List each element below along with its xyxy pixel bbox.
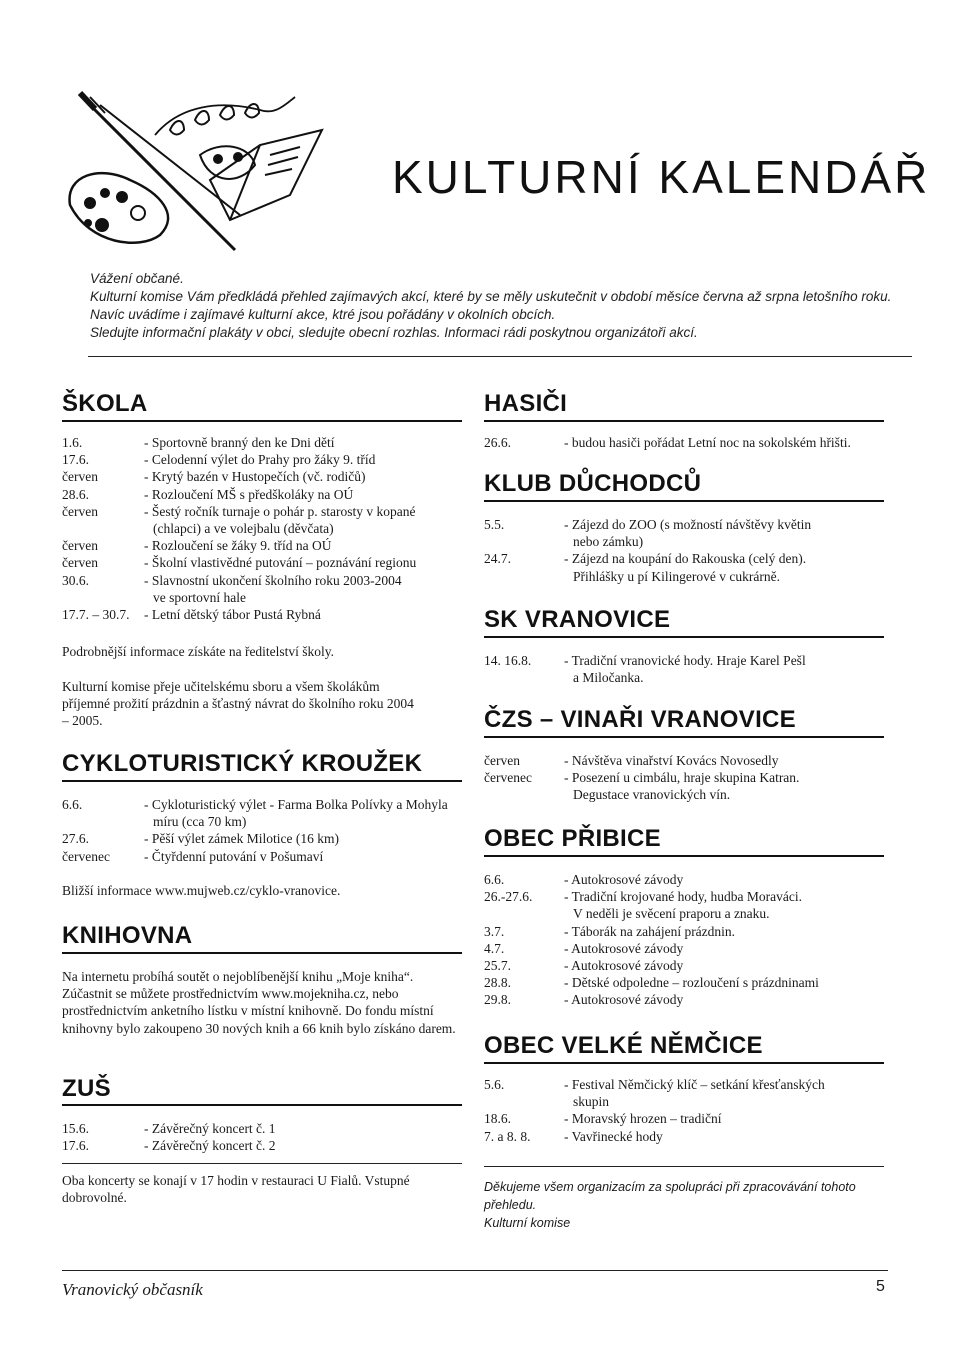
list-item: červen - Návštěva vinařství Kovács Novosedly xyxy=(484,753,779,768)
intro-divider xyxy=(88,356,912,357)
list-item: (chlapci) a ve volejbalu (děvčata) xyxy=(153,521,334,537)
thanks-line: přehledu. xyxy=(484,1198,537,1212)
list-item: ve sportovní hale xyxy=(153,589,246,605)
list-item: 26.-27.6. - Tradiční krojované hody, hudba Moraváci. xyxy=(484,889,802,905)
list-item: 7. a 8. 8. - Vavřinecké hody xyxy=(484,1128,663,1144)
list-item: 6.6. - Cykloturistický výlet - Farma Bolka Polívky a Mohyla xyxy=(62,797,448,812)
list-item: míru (cca 70 km) xyxy=(153,814,247,830)
sk-list xyxy=(484,652,894,686)
intro-line: Kulturní komise Vám předkládá přehled zajímavých akcí, které by se měly uskutečnit v období měsíce června až srpna letošního roku. xyxy=(90,289,892,304)
section-rule xyxy=(62,1163,462,1164)
list-item: 3.7. - Táborák na zahájení prázdnin. xyxy=(484,923,736,939)
list-item: červenec - Čtyřdenní putování v Pošumaví xyxy=(62,848,324,864)
page-title: KULTURNÍ KALENDÁŘ xyxy=(392,151,931,203)
intro-line: Vážení občané. xyxy=(90,271,184,286)
list-item: 14. 16.8. - Tradiční vranovické hody. Hraje Karel Pešl xyxy=(484,653,806,668)
list-item: Přihlášky u pí Kilingerové v cukrárně. xyxy=(573,568,780,584)
list-item: nebo zámku) xyxy=(573,534,644,550)
footer-divider xyxy=(62,1270,888,1271)
list-item: 28.6. - Rozloučení MŠ s předškoláky na OÚ xyxy=(62,486,354,502)
nemcice-list xyxy=(484,1076,884,1145)
intro-line: Sledujte informační plakáty v obci, sledujte obecní rozhlas. Informaci rádi poskytnou organizátoři akcí. xyxy=(90,325,698,340)
section-heading-pribice: OBEC PŘIBICE xyxy=(484,825,661,852)
section-heading-nemcice: OBEC VELKÉ NĚMČICE xyxy=(484,1032,763,1059)
czs-list xyxy=(484,752,884,804)
skola-wish: Kulturní komise přeje učitelskému sboru a všem školákům příjemné prožití prázdnin a šťastný návrat do školního roku 2004 – 2005. xyxy=(62,679,414,729)
palette-book-brush-illustration xyxy=(60,85,340,255)
thanks-note xyxy=(484,1178,884,1232)
section-rule xyxy=(484,736,884,738)
list-item: červen - Rozloučení se žáky 9. tříd na OÚ xyxy=(62,538,332,554)
publication-name: Vranovický občasník xyxy=(62,1280,203,1299)
section-heading-sk: SK VRANOVICE xyxy=(484,606,671,633)
zus-list xyxy=(62,1120,462,1154)
list-item: 27.6. - Pěší výlet zámek Milotice (16 km) xyxy=(62,831,339,847)
list-item: 29.8. - Autokrosové závody xyxy=(484,992,684,1008)
thanks-signature: Kulturní komise xyxy=(484,1216,571,1230)
section-rule xyxy=(62,1104,462,1106)
list-item: 17.7. – 30.7. - Letní dětský tábor Pustá Rybná xyxy=(62,607,321,623)
list-item: 18.6. - Moravský hrozen – tradiční xyxy=(484,1111,722,1127)
section-heading-klub: KLUB DŮCHODCŮ xyxy=(484,470,702,497)
list-item: 5.6. - Festival Němčický klíč – setkání křesťanských xyxy=(484,1077,825,1092)
skola-list xyxy=(62,434,462,623)
knihovna-text: Na internetu probíhá soutět o nejoblíbenější knihu „Moje kniha“. Zúčastnit se můžete prostřednictvím www.mojekniha.cz, nebo prostřednictvím anketního lístku v místní knihovně. Do fondu místní knihovny bylo zakoupeno 30 nových knih a 66 knih bylo získáno darem. xyxy=(62,969,456,1036)
section-heading-zus: ZUŠ xyxy=(62,1075,111,1102)
section-heading-cyklo: CYKLOTURISTICKÝ KROUŽEK xyxy=(62,750,423,777)
list-item: červen - Školní vlastivědné putování – poznávání regionu xyxy=(62,555,417,571)
list-item: Degustace vranovických vín. xyxy=(573,787,731,803)
cyklo-note: Bližší informace www.mujweb.cz/cyklo-vranovice. xyxy=(62,883,341,898)
list-item: a Miločanka. xyxy=(573,670,644,686)
list-item: 4.7. - Autokrosové závody xyxy=(484,940,684,956)
list-item: 15.6. - Závěrečný koncert č. 1 xyxy=(62,1121,276,1136)
list-item: 17.6. - Celodenní výlet do Prahy pro žáky 9. tříd xyxy=(62,452,376,468)
section-heading-hasici: HASIČI xyxy=(484,390,568,417)
section-rule xyxy=(484,420,884,422)
section-rule xyxy=(484,1062,884,1064)
intro-text xyxy=(90,270,910,342)
list-item: 1.6. - Sportovně branný den ke Dni dětí xyxy=(62,435,335,450)
hasici-list xyxy=(484,434,904,451)
skola-note: Podrobnější informace získáte na ředitelství školy. xyxy=(62,644,335,659)
section-heading-skola: ŠKOLA xyxy=(62,390,148,417)
section-rule xyxy=(484,500,884,502)
list-item: 6.6. - Autokrosové závody xyxy=(484,872,684,887)
list-item: červen - Šestý ročník turnaje o pohár p. starosty v kopané xyxy=(62,503,416,519)
list-item: 26.6. - budou hasiči pořádat Letní noc na sokolském hřišti. xyxy=(484,435,851,450)
section-rule xyxy=(62,420,462,422)
list-item: 25.7. - Autokrosové závody xyxy=(484,958,684,974)
list-item: 5.5. - Zájezd do ZOO (s možností návštěvy květin xyxy=(484,517,812,532)
section-heading-czs: ČZS – VINAŘI VRANOVICE xyxy=(484,706,796,733)
klub-list xyxy=(484,516,884,585)
section-rule xyxy=(62,952,462,954)
intro-line: Navíc uvádíme i zajímavé kulturní akce, ktré jsou pořádány v okolních obcích. xyxy=(90,307,556,322)
section-heading-knihovna: KNIHOVNA xyxy=(62,922,193,949)
list-item: červen - Krytý bazén v Hustopečích (vč. rodičů) xyxy=(62,469,366,485)
pribice-list xyxy=(484,871,884,1009)
list-item: 17.6. - Závěrečný koncert č. 2 xyxy=(62,1138,276,1154)
zus-note: Oba koncerty se konají v 17 hodin v restauraci U Fialů. Vstupné dobrovolné. xyxy=(62,1173,410,1206)
list-item: 30.6. - Slavnostní ukončení školního roku 2003-2004 xyxy=(62,572,402,588)
section-rule xyxy=(62,780,462,782)
section-rule xyxy=(484,1166,884,1167)
list-item: 24.7. - Zájezd na koupání do Rakouska (celý den). xyxy=(484,551,807,567)
list-item: skupin xyxy=(573,1094,610,1110)
thanks-line: Děkujeme všem organizacím za spolupráci při zpracovávání tohoto xyxy=(484,1180,856,1194)
list-item: 28.8. - Dětské odpoledne – rozloučení s prázdninami xyxy=(484,975,819,991)
list-item: červenec - Posezení u cimbálu, hraje skupina Katran. xyxy=(484,770,800,786)
page-number: 5 xyxy=(876,1278,885,1295)
list-item: V neděli je svěcení praporu a znaku. xyxy=(573,906,770,922)
section-rule xyxy=(484,855,884,857)
section-rule xyxy=(484,636,884,638)
cyklo-list xyxy=(62,796,472,865)
